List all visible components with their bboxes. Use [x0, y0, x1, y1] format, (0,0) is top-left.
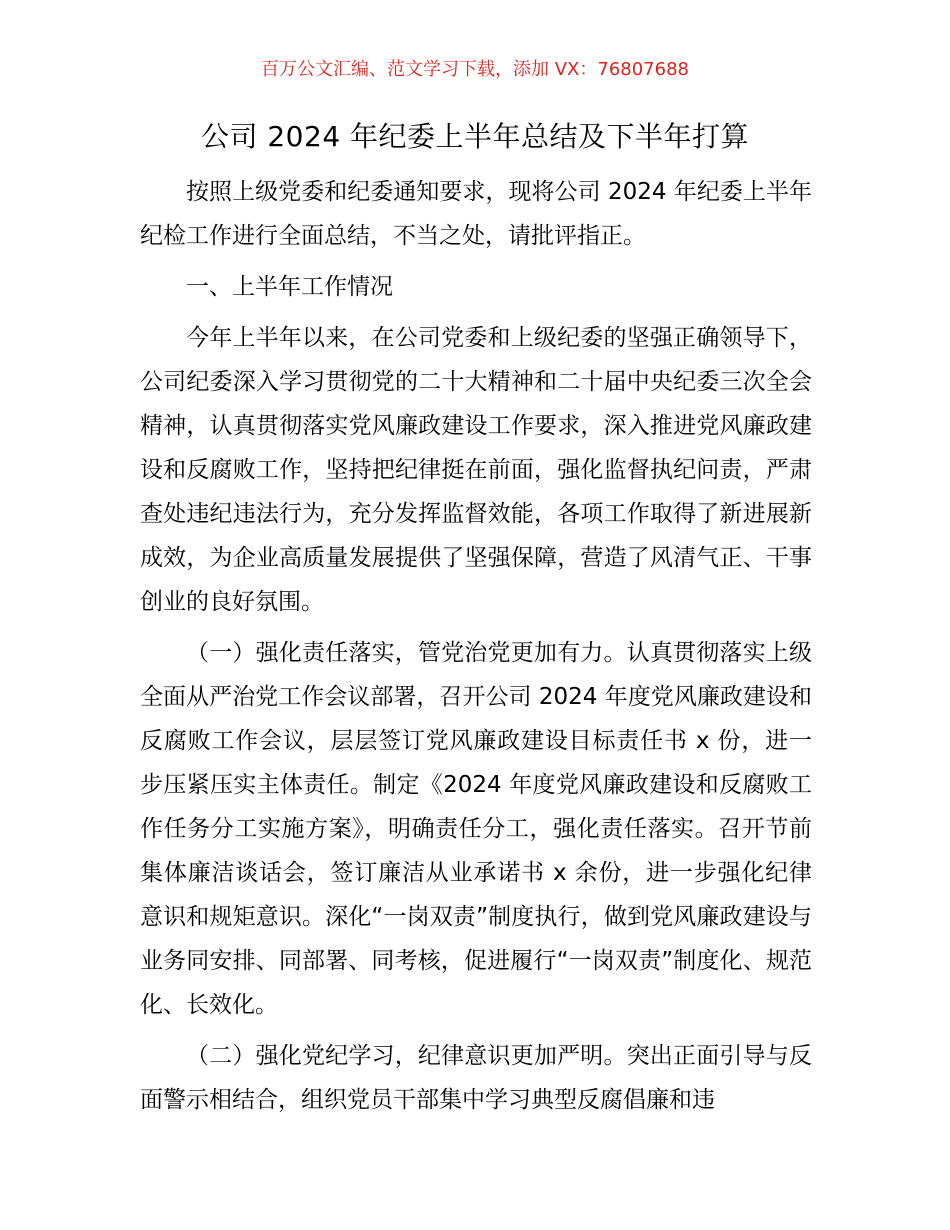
document-body	[140, 170, 812, 1129]
page-title: 公司 2024 年纪委上半年总结及下半年打算	[200, 120, 750, 153]
body-paragraph: （一）强化责任落实，管党治党更加有力。认真贯彻落实上级全面从严治党工作会议部署，召开公司 2024 年度党风廉政建设和反腐败工作会议，层层签订党风廉政建设目标责任书 x 份，进一步压紧压实主体责任。制定《2024 年度党风廉政建设和反腐败工作任务分工实施方案》，明确责任分工，强化责任落实。召开节前集体廉洁谈话会，签订廉洁从业承诺书 x 余份，进一步强化纪律意识和规矩意识。深化“一岗双责”制度执行，做到党风廉政建设与业务同安排、同部署、同考核，促进履行“一岗双责”制度化、规范化、长效化。	[140, 640, 812, 1018]
intro-paragraph: 按照上级党委和纪委通知要求，现将公司 2024 年纪委上半年纪检工作进行全面总结，不当之处，请批评指正。	[140, 179, 812, 249]
watermark-banner: 百万公文汇编、范文学习下载，添加 VX：76807688	[261, 59, 689, 80]
body-paragraph: （二）强化党纪学习，纪律意识更加严明。突出正面引导与反面警示相结合，组织党员干部集中学习典型反腐倡廉和违	[140, 1043, 812, 1113]
section-heading: 一、上半年工作情况	[186, 274, 393, 300]
body-paragraph: 今年上半年以来，在公司党委和上级纪委的坚强正确领导下，公司纪委深入学习贯彻党的二十大精神和二十届中央纪委三次全会精神，认真贯彻落实党风廉政建设工作要求，深入推进党风廉政建设和反腐败工作，坚持把纪律挺在前面，强化监督执纪问责，严肃查处违纪违法行为，充分发挥监督效能，各项工作取得了新进展新成效，为企业高质量发展提供了坚强保障，营造了风清气正、干事创业的良好氛围。	[140, 325, 812, 615]
